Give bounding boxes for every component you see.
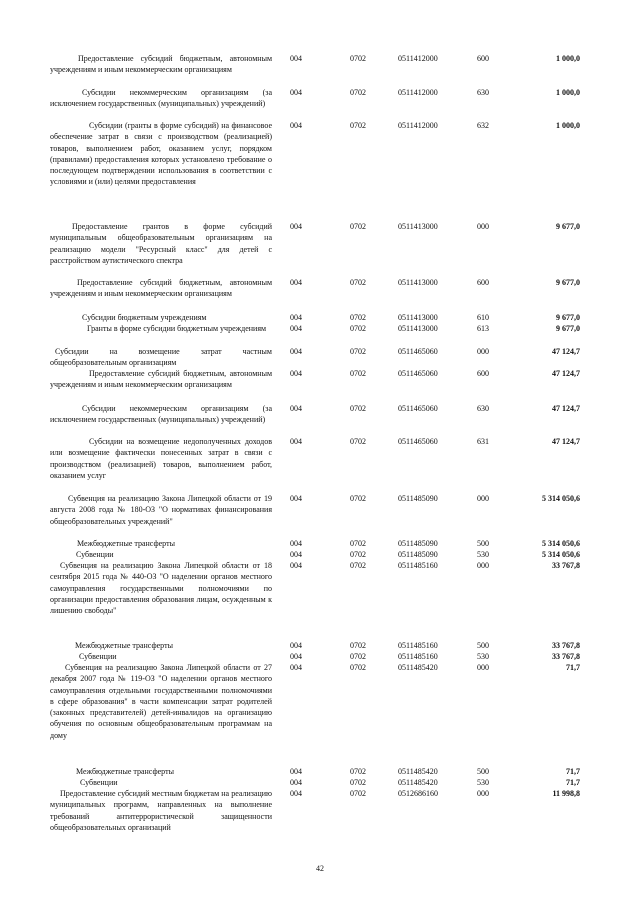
section-code: 0702 [350, 347, 366, 356]
ministry-code: 004 [290, 222, 302, 231]
section-code: 0702 [350, 121, 366, 130]
amount-value: 47 124,7 [552, 347, 580, 356]
target-article-code: 0511485090 [398, 539, 438, 548]
ministry-code: 004 [290, 652, 302, 661]
target-article-code: 0511485160 [398, 561, 438, 570]
amount-value: 1 000,0 [556, 88, 580, 97]
row-name: Субсидии на возмещение недополученных доходов или возмещение фактически понесенных затрат в связи с производством (реализацией) товаров, выполнением работ, оказанием услуг [50, 437, 272, 480]
expense-kind-code: 630 [477, 404, 489, 413]
target-article-code: 0511412000 [398, 54, 438, 63]
target-article-code: 0511485160 [398, 641, 438, 650]
row-name: Предоставление субсидий бюджетным, автономным учреждениям и иным некоммерческим организациям [50, 369, 272, 390]
amount-value: 1 000,0 [556, 54, 580, 63]
target-article-code: 0511465060 [398, 369, 438, 378]
target-article-code: 0511465060 [398, 404, 438, 413]
ministry-code: 004 [290, 324, 302, 333]
expense-kind-code: 530 [477, 778, 489, 787]
ministry-code: 004 [290, 437, 302, 446]
amount-value: 5 314 050,6 [542, 550, 580, 559]
amount-value: 33 767,8 [552, 641, 580, 650]
section-code: 0702 [350, 767, 366, 776]
section-code: 0702 [350, 404, 366, 413]
row-name: Межбюджетные трансферты [76, 767, 174, 776]
row-name: Субвенция на реализацию Закона Липецкой области от 19 августа 2008 года № 180-ОЗ "О нормативах финансирования общеобразовательных учреждений" [50, 494, 272, 526]
ministry-code: 004 [290, 561, 302, 570]
target-article-code: 0511412000 [398, 121, 438, 130]
expense-kind-code: 000 [477, 789, 489, 798]
target-article-code: 0511485420 [398, 767, 438, 776]
expense-kind-code: 600 [477, 278, 489, 287]
expense-kind-code: 530 [477, 550, 489, 559]
row-name: Субсидии бюджетным учреждениям [82, 313, 207, 322]
section-code: 0702 [350, 437, 366, 446]
row-name: Субвенции [79, 652, 117, 661]
target-article-code: 0511413000 [398, 278, 438, 287]
target-article-code: 0511412000 [398, 88, 438, 97]
row-name: Субсидии (гранты в форме субсидий) на финансовое обеспечение затрат в связи с производством (реализацией) товаров, выполнением работ, оказанием услуг, порядком (правилами) предоставления которых установлено требование о последующем подтверждении использования в соответствии с условиями и (или) целями предоставления [50, 121, 272, 187]
section-code: 0702 [350, 324, 366, 333]
section-code: 0702 [350, 369, 366, 378]
expense-kind-code: 000 [477, 494, 489, 503]
amount-value: 9 677,0 [556, 222, 580, 231]
section-code: 0702 [350, 561, 366, 570]
section-code: 0702 [350, 54, 366, 63]
ministry-code: 004 [290, 539, 302, 548]
row-name: Межбюджетные трансферты [75, 641, 173, 650]
row-name: Субвенция на реализацию Закона Липецкой области от 18 сентября 2015 года № 440-ОЗ "О наделении органов местного самоуправления государственными полномочиями по организации предоставления образования лицам, осужденным к лишению свободы" [50, 561, 272, 616]
row-name: Субвенции [76, 550, 114, 559]
ministry-code: 004 [290, 641, 302, 650]
row-name: Субвенция на реализацию Закона Липецкой области от 27 декабря 2007 года № 119-ОЗ "О наделении органов местного самоуправления отдельными государственными полномочиями в сфере образования" в части компенсации затрат родителей (законных представителей) детей-инвалидов на организацию обучения по основным общеобразовательным программам на дому [50, 663, 272, 740]
section-code: 0702 [350, 278, 366, 287]
expense-kind-code: 600 [477, 369, 489, 378]
ministry-code: 004 [290, 550, 302, 559]
target-article-code: 0511413000 [398, 313, 438, 322]
target-article-code: 0511485090 [398, 494, 438, 503]
amount-value: 71,7 [566, 663, 580, 672]
amount-value: 47 124,7 [552, 369, 580, 378]
ministry-code: 004 [290, 313, 302, 322]
row-name: Субсидии некоммерческим организациям (за исключением государственных (муниципальных) учреждений) [50, 88, 272, 109]
expense-kind-code: 000 [477, 347, 489, 356]
expense-kind-code: 610 [477, 313, 489, 322]
section-code: 0702 [350, 550, 366, 559]
target-article-code: 0511465060 [398, 437, 438, 446]
row-name: Предоставление субсидий местным бюджетам на реализацию муниципальных программ, направленных на выполнение требований антитеррористической защищенности общеобразовательных организаций [50, 789, 272, 832]
expense-kind-code: 000 [477, 561, 489, 570]
row-name: Межбюджетные трансферты [77, 539, 175, 548]
expense-kind-code: 500 [477, 539, 489, 548]
page-number: 42 [316, 864, 324, 873]
amount-value: 1 000,0 [556, 121, 580, 130]
row-name: Предоставление грантов в форме субсидий муниципальным общеобразовательным организациям на реализацию модели "Ресурсный класс" для детей с расстройством аутистического спектра [50, 222, 272, 265]
section-code: 0702 [350, 88, 366, 97]
section-code: 0702 [350, 778, 366, 787]
amount-value: 71,7 [566, 767, 580, 776]
expense-kind-code: 613 [477, 324, 489, 333]
expense-kind-code: 630 [477, 88, 489, 97]
amount-value: 47 124,7 [552, 437, 580, 446]
expense-kind-code: 500 [477, 767, 489, 776]
section-code: 0702 [350, 313, 366, 322]
target-article-code: 0511485420 [398, 663, 438, 672]
ministry-code: 004 [290, 663, 302, 672]
amount-value: 33 767,8 [552, 652, 580, 661]
section-code: 0702 [350, 539, 366, 548]
ministry-code: 004 [290, 789, 302, 798]
ministry-code: 004 [290, 54, 302, 63]
expense-kind-code: 500 [477, 641, 489, 650]
target-article-code: 0511485090 [398, 550, 438, 559]
section-code: 0702 [350, 222, 366, 231]
amount-value: 33 767,8 [552, 561, 580, 570]
expense-kind-code: 530 [477, 652, 489, 661]
target-article-code: 0511465060 [398, 347, 438, 356]
row-name: Предоставление субсидий бюджетным, автономным учреждениям и иным некоммерческим организациям [50, 278, 272, 299]
section-code: 0702 [350, 652, 366, 661]
amount-value: 47 124,7 [552, 404, 580, 413]
expense-kind-code: 631 [477, 437, 489, 446]
ministry-code: 004 [290, 767, 302, 776]
amount-value: 9 677,0 [556, 324, 580, 333]
ministry-code: 004 [290, 494, 302, 503]
ministry-code: 004 [290, 347, 302, 356]
row-name: Предоставление субсидий бюджетным, автономным учреждениям и иным некоммерческим организациям [50, 54, 272, 75]
row-name: Гранты в форме субсидии бюджетным учреждениям [87, 324, 267, 333]
row-name: Субсидии на возмещение затрат частным общеобразовательным организациям [50, 347, 272, 368]
target-article-code: 0511485160 [398, 652, 438, 661]
section-code: 0702 [350, 789, 366, 798]
amount-value: 5 314 050,6 [542, 539, 580, 548]
expense-kind-code: 000 [477, 222, 489, 231]
target-article-code: 0511413000 [398, 324, 438, 333]
expense-kind-code: 600 [477, 54, 489, 63]
row-name: Субсидии некоммерческим организациям (за исключением государственных (муниципальных) учреждений) [50, 404, 272, 425]
ministry-code: 004 [290, 369, 302, 378]
target-article-code: 0511485420 [398, 778, 438, 787]
ministry-code: 004 [290, 88, 302, 97]
amount-value: 5 314 050,6 [542, 494, 580, 503]
section-code: 0702 [350, 663, 366, 672]
expense-kind-code: 000 [477, 663, 489, 672]
ministry-code: 004 [290, 404, 302, 413]
expense-kind-code: 632 [477, 121, 489, 130]
row-name: Субвенции [80, 778, 118, 787]
target-article-code: 0511413000 [398, 222, 438, 231]
ministry-code: 004 [290, 278, 302, 287]
amount-value: 9 677,0 [556, 313, 580, 322]
ministry-code: 004 [290, 121, 302, 130]
amount-value: 71,7 [566, 778, 580, 787]
section-code: 0702 [350, 494, 366, 503]
section-code: 0702 [350, 641, 366, 650]
amount-value: 9 677,0 [556, 278, 580, 287]
target-article-code: 0512686160 [398, 789, 438, 798]
amount-value: 11 998,8 [552, 789, 580, 798]
ministry-code: 004 [290, 778, 302, 787]
